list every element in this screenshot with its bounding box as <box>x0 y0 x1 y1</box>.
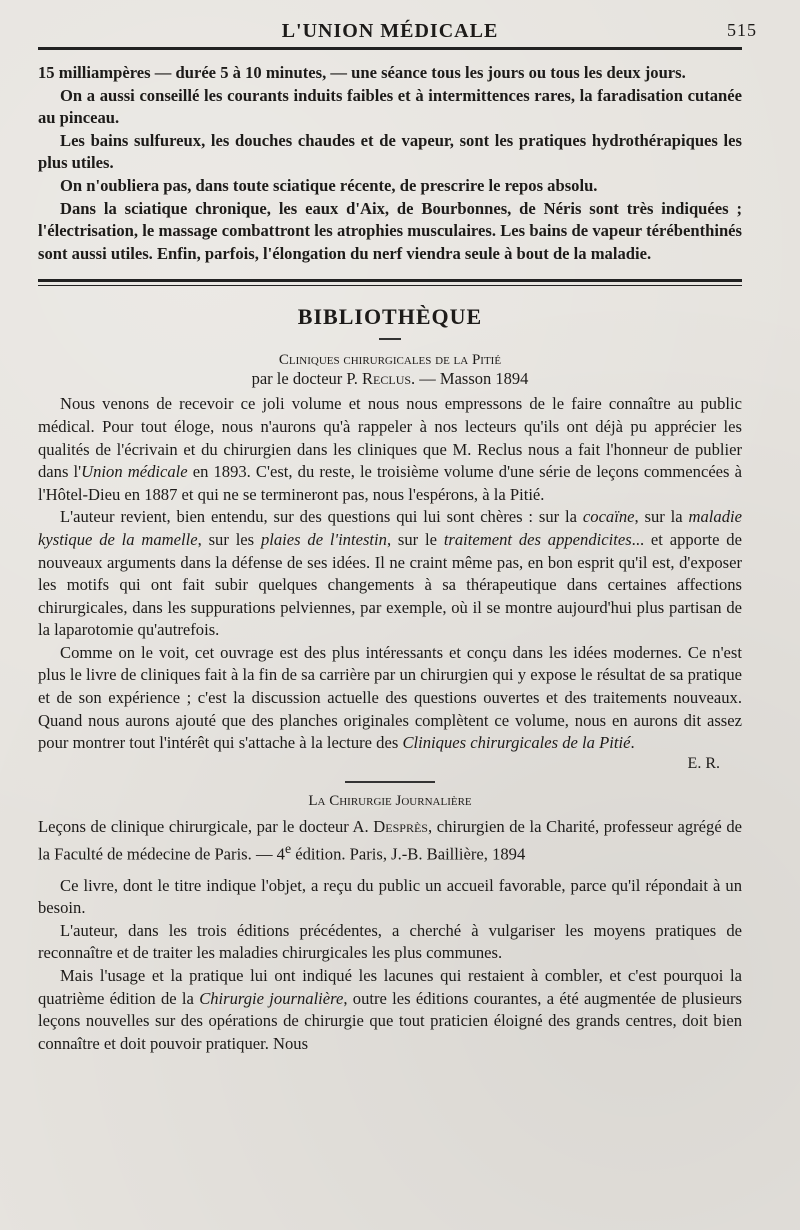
review-title: Cliniques chirurgicales de la Pitié <box>278 352 502 369</box>
review-chirurgie-journaliere <box>38 793 742 1055</box>
paragraph <box>38 506 742 642</box>
book-entry <box>38 816 742 867</box>
running-head <box>38 0 757 42</box>
review-cliniques <box>38 352 742 773</box>
review-title: La Chirurgie Journalière <box>308 792 472 809</box>
text-run: Nous venons de recevoir ce joli volume et nous nous empressons de le faire connaître au public médical. Pour tout éloge, nous n'aurons qu'à rappeler à nos lecteurs qu'ils ont déjà pu apprécier les qualités de l'écrivain et du chirurgien dans les cliniques que M. Reclus nous a fait l'honneur de publier dans l' <box>38 394 742 482</box>
edition-superscript: e <box>284 841 292 857</box>
text-run: Mais l'usage et la pratique lui ont indiqué les lacunes qui restaient à combler, et c'est pourquoi la quatrième édition de la <box>38 965 742 1008</box>
paragraph: Ce livre, dont le titre indique l'objet, a reçu du public un accueil favorable, parce qu'il répondait à un besoin. <box>38 875 742 918</box>
topic: cocaïne <box>582 507 635 527</box>
sciatica-section <box>38 62 742 265</box>
text-run: , chirurgien de la Charité, professeur agrégé de la Faculté de médecine de Paris. — 4 <box>38 816 743 864</box>
author-name: Desprès <box>373 816 428 836</box>
journal-name: Union médicale <box>81 462 188 482</box>
text-run: , sur la <box>634 507 689 527</box>
text-run: , outre les éditions courantes, a été augmentée de plusieurs leçons nouvelles sur des opérations de chirurgie que tout praticien éloigné des grands centres, doit bien connaître et doit pouvoir pratiquer. Nous <box>38 988 742 1053</box>
section-divider <box>38 279 742 286</box>
title-rule <box>379 338 401 340</box>
text-run: ... et apporte de nouveaux arguments dans la défense de ses idées. Il ne craint même pas, en bon esprit qu'il est, d'exposer les motifs qui ont fait subir quelques changements à sa thérapeutique dans certaines affections chirurgicales, dans les suppurations pelviennes, par exemple, où il se montre aujourd'hui plus partisan de la laparotomie qu'autrefois. <box>38 529 742 640</box>
paragraph: Les bains sulfureux, les douches chaudes et de vapeur, sont les pratiques hydrothérapiques les plus utiles. <box>38 130 742 173</box>
journal-title: L'UNION MÉDICALE <box>281 20 499 42</box>
book-title: Chirurgie journalière <box>199 988 344 1008</box>
paragraph: L'auteur, dans les trois éditions précédentes, a cherché à vulgariser les moyens pratiques de reconnaître et de traiter les maladies chirurgicales les plus communes. <box>38 920 742 963</box>
page-number: 515 <box>727 20 757 40</box>
topic: maladie kystique de la mamelle <box>38 507 742 549</box>
byline-prefix: par le docteur P. <box>251 369 358 389</box>
byline-suffix: . — Masson 1894 <box>411 369 529 389</box>
header-rule <box>38 47 742 50</box>
book-title: Cliniques chirurgicales de la Pitié <box>402 733 631 753</box>
paragraph: On n'oubliera pas, dans toute sciatique récente, de prescrire le repos absolu. <box>60 175 598 195</box>
paragraph: On a aussi conseillé les courants induits faibles et à intermittences rares, la faradisation cutanée au pinceau. <box>38 85 742 128</box>
text-run: . <box>630 733 635 753</box>
author-name: Reclus <box>362 369 412 389</box>
text-run: Comme on le voit, cet ouvrage est des plus intéressants et conçu dans les idées modernes. Ce n'est plus le livre de cliniques fait à la fin de sa carrière par un chirurgien qui y expose le résultat de sa pratique et de son expérience ; c'est la discussion actuelle des questions ouvertes et des traitements nouveaux. Quand nous aurons ajouté que des planches originales complètent ce volume, nous en aurons dit assez pour montrer tout l'intérêt qui s'attache à la lecture des <box>38 642 742 753</box>
text-run: en 1893. C'est, du reste, le troisième volume d'une série de leçons commencées à l'Hôtel-Dieu en 1887 et qui ne se termineront pas, nous l'espérons, à la Pitié. <box>38 462 742 504</box>
topic: traitement des appendicites <box>443 529 632 549</box>
text-run: édition. Paris, J.-B. Baillière, 1894 <box>291 844 526 864</box>
review-byline <box>38 369 742 389</box>
text-run: L'auteur revient, bien entendu, sur des questions qui lui sont chères : sur la <box>60 507 583 527</box>
topic: plaies de l'intestin <box>260 529 387 549</box>
review-signature: E. R. <box>687 754 720 772</box>
review-divider <box>345 781 435 783</box>
text-run: , sur le <box>386 529 444 549</box>
paragraph <box>38 393 742 506</box>
section-title: BIBLIOTHÈQUE <box>297 304 483 330</box>
paragraph: Dans la sciatique chronique, les eaux d'Aix, de Bourbonnes, de Néris sont très indiquées ; l'électrisation, le massage combattront les atrophies musculaires. Les bains de vapeur térébenthinés sont aussi utiles. Enfin, parfois, l'élongation du nerf viendra seule à bout de la maladie. <box>38 198 742 263</box>
paragraph <box>38 642 742 755</box>
text-run: Leçons de clinique chirurgicale, par le docteur A. <box>38 816 374 836</box>
paragraph: 15 milliampères — durée 5 à 10 minutes, — une séance tous les jours ou tous les deux jours. <box>38 63 686 82</box>
paragraph <box>38 965 742 1055</box>
text-run: , sur les <box>197 529 261 549</box>
